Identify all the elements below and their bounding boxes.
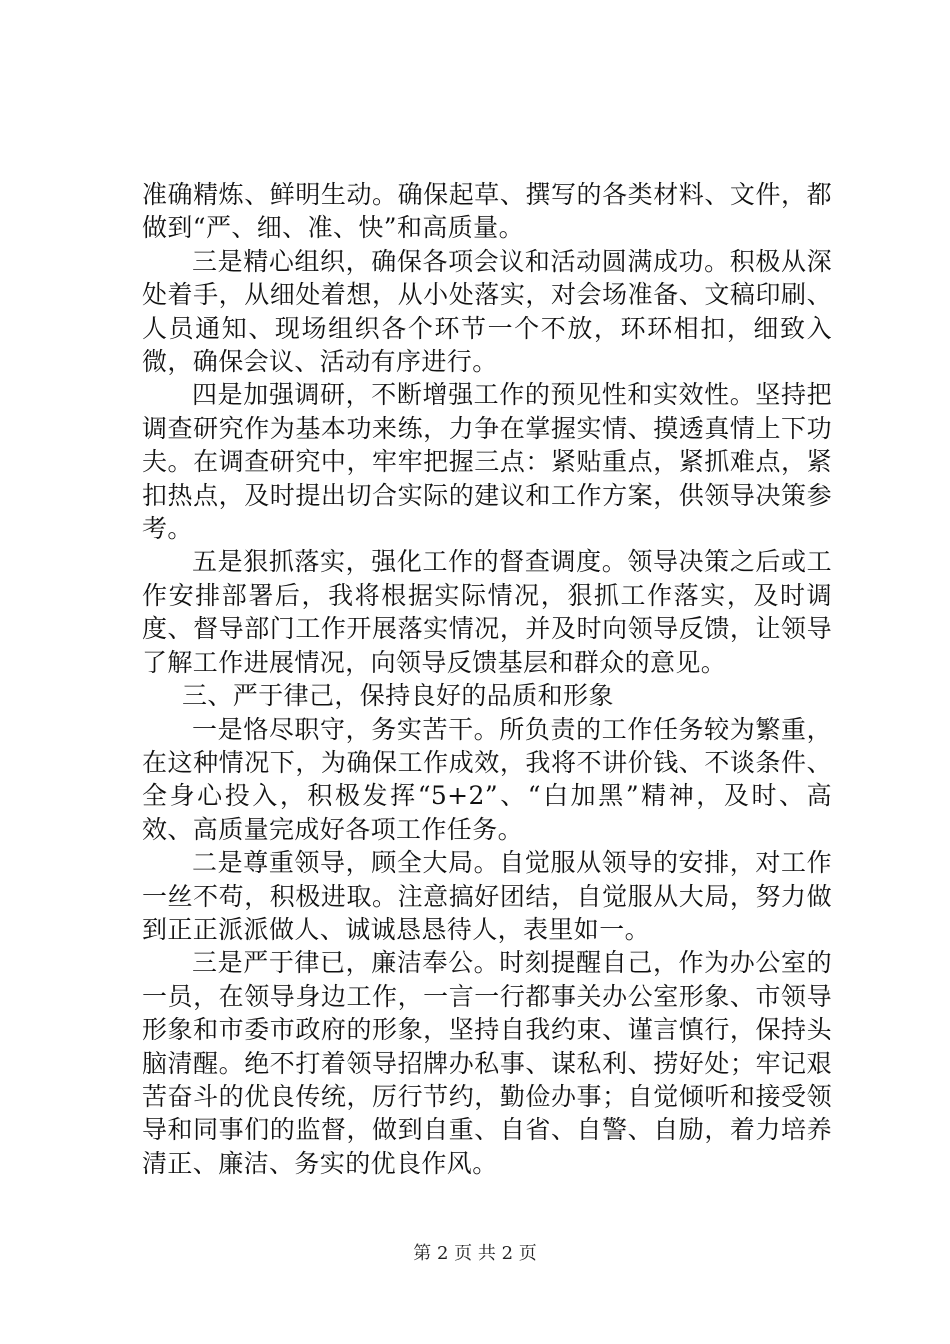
paragraph-implementation: 五是狠抓落实，强化工作的督查调度。领导决策之后或工作安排部署后，我将根据实际情况，狠抓工作落实，及时调度、督导部门工作开展落实情况，并及时向领导反馈，让领导了解工作进展情况，向领导反馈基层和群众的意见。 (142, 547, 832, 677)
paragraph-respect-leadership: 二是尊重领导，顾全大局。自觉服从领导的安排，对工作一丝不苟，积极进取。注意搞好团结，自觉服从大局，努力做到正正派派做人、诚诚恳恳待人，表里如一。 (142, 848, 832, 944)
document-body (142, 178, 832, 1180)
page-number-footer: 第 2 页 共 2 页 (413, 1243, 537, 1264)
section-heading-self-discipline: 三、严于律己，保持良好的品质和形象 (182, 681, 614, 711)
paragraph-continuation: 准确精炼、鲜明生动。确保起草、撰写的各类材料、文件，都做到“严、细、准、快”和高质量。 (142, 180, 832, 243)
paragraph-research: 四是加强调研，不断增强工作的预见性和实效性。坚持把调查研究作为基本功来练，力争在掌握实情、摸透真情上下功夫。在调查研究中，牢牢把握三点：紧贴重点，紧抓难点，紧扣热点，及时提出切合实际的建议和工作方案，供领导决策参考。 (142, 380, 832, 544)
paragraph-diligence: 一是恪尽职守，务实苦干。所负责的工作任务较为繁重，在这种情况下，为确保工作成效，我将不讲价钱、不谈条件、全身心投入，积极发挥“5+2”、“白加黑”精神，及时、高效、高质量完成好各项工作任务。 (142, 714, 832, 844)
paragraph-organize-meetings: 三是精心组织，确保各项会议和活动圆满成功。积极从深处着手，从细处着想，从小处落实，对会场准备、文稿印刷、人员通知、现场组织各个环节一个不放，环环相扣，细致入微，确保会议、活动有序进行。 (142, 246, 832, 377)
paragraph-integrity: 三是严于律已，廉洁奉公。时刻提醒自己，作为办公室的一员，在领导身边工作，一言一行都事关办公室形象、市领导形象和市委市政府的形象，坚持自我约束、谨言慎行，保持头脑清醒。绝不打着领导招牌办私事、谋私利、捞好处；牢记艰苦奋斗的优良传统，厉行节约，勤俭办事；自觉倾听和接受领导和同事们的监督，做到自重、自省、自警、自励，着力培养清正、廉洁、务实的优良作风。 (142, 948, 832, 1178)
